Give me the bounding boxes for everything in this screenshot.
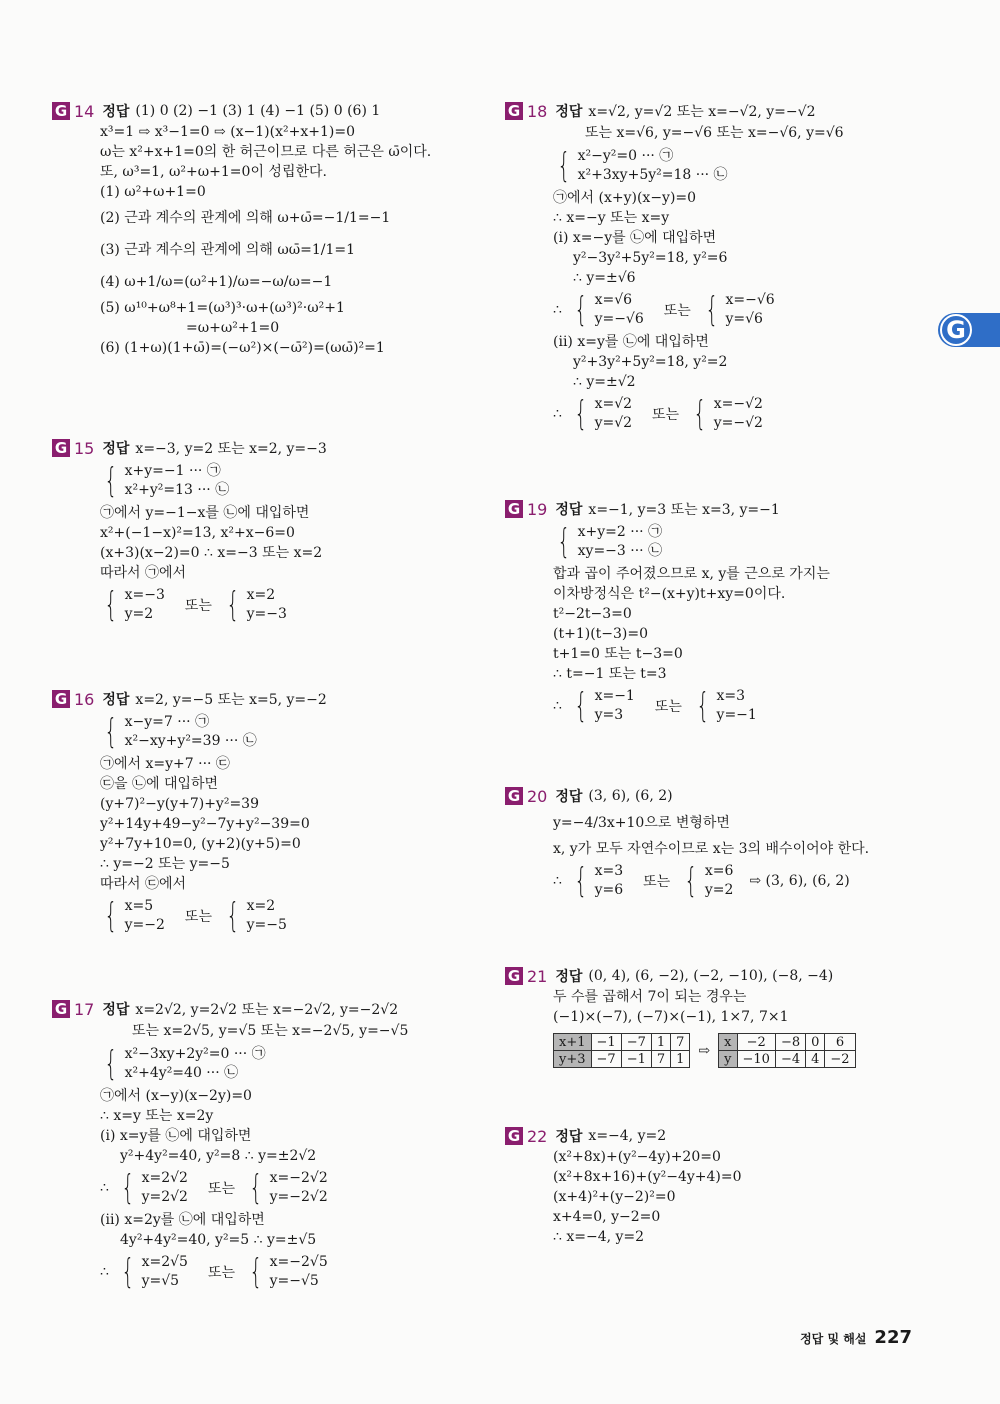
left-brace-icon: { [574,394,588,434]
answer-text: x=−3, y=2 또는 x=2, y=−3 [135,441,327,457]
table-cell: y+3 [554,1051,592,1068]
solution-line: ㉢을 ㉡에 대입하면 [100,776,219,792]
value-table [718,1033,855,1068]
brace-system [689,395,763,433]
brace-system [553,523,662,561]
system-equation: x²+4y²=40 ··· ㉡ [124,1065,239,1081]
system-equation: x²+y²=13 ··· ㉡ [124,482,230,498]
table-cell: −10 [737,1051,775,1068]
or-label: 또는 [643,874,671,890]
problem-header [505,1125,945,1147]
problem-header [505,785,945,807]
problem-number: 16 [74,689,95,709]
table-cell: 7 [671,1034,690,1051]
system-equation: x=2 [246,587,276,603]
therefore-symbol: ∴ [553,302,562,318]
table-row [719,1051,855,1068]
equation-system [553,520,945,564]
solution-line: ∴ y=±√2 [573,374,636,390]
system-rows [595,687,635,725]
answer-text-continued: 또는 x=2√5, y=√5 또는 x=−2√5, y=−√5 [132,1023,409,1039]
problem-16 [52,688,492,938]
solution-line: x, y가 모두 자연수이므로 x는 3의 배수이어야 한다. [553,841,870,857]
system-equation: y=2 [704,882,734,898]
solution-line: (t+1)(t−3)=0 [553,626,649,642]
problem-number: 22 [527,1126,548,1146]
brace-system [100,586,165,624]
system-equation: y=−√6 [594,311,644,327]
solution-line: (−1)×(−7), (−7)×(−1), 1×7, 7×1 [553,1009,789,1025]
table-cell: −7 [621,1034,651,1051]
solution-line: ω는 x²+x+1=0의 한 허근이므로 다른 허근은 ω̄이다. [100,144,432,160]
system-equation: x−y=7 ··· ㉠ [124,714,210,730]
system-equation: y=−2√2 [269,1189,328,1205]
solution-body [505,1147,945,1247]
solution-line: ∴ t=−1 또는 t=3 [553,666,667,682]
system-rows [270,1253,328,1291]
left-brace-icon: { [226,585,240,625]
solution-line: (1) ω²+ω+1=0 [100,184,206,200]
brace-system [570,395,632,433]
solution-line: (6) (1+ω)(1+ω̄)=(−ω²)×(−ω̄²)=(ωω̄)²=1 [100,340,385,356]
left-brace-icon: { [104,896,118,936]
system-equation: x=−2√2 [269,1170,328,1186]
left-brace-icon: { [121,1252,135,1292]
system-equation: y=√2 [594,415,633,431]
system-equation: x=−1 [594,688,635,704]
system-equation: y=√6 [725,311,763,327]
answer-label: 정답 [555,1129,583,1145]
solution-body [505,807,945,903]
solution-line: (2) 근과 계수의 관계에 의해 ω+ω̄=−1/1=−1 [100,210,391,226]
therefore-symbol: ∴ [553,698,562,714]
or-label: 또는 [184,598,212,614]
section-badge: G [505,787,523,805]
answer-label: 정답 [555,969,583,985]
brace-system [100,897,165,935]
solution-line: (i) x=y를 ㉡에 대입하면 [100,1128,252,1144]
section-badge: G [505,500,523,518]
answer-text: x=−1, y=3 또는 x=3, y=−1 [588,502,780,518]
answer-label: 정답 [555,789,583,805]
system-rows [142,1169,188,1207]
solution-line: 4y²+4y²=40, y²=5 ∴ y=±√5 [120,1232,317,1248]
answer-label: 정답 [102,1002,130,1018]
table-cell: −1 [591,1034,621,1051]
or-label: 또는 [207,1265,235,1281]
therefore-symbol: ∴ [100,1264,109,1280]
equation-system [100,1250,492,1294]
equation-system [553,288,945,332]
table-row [719,1034,855,1051]
equation-system [553,392,945,436]
solution-line: ㉠에서 (x+y)(x−y)=0 [553,190,697,206]
solution-line: y²+4y²=40, y²=8 ∴ y=±2√2 [120,1148,317,1164]
equation-system [100,459,492,503]
solution-line: ㉠에서 x=y+7 ··· ㉢ [100,756,230,772]
solution-line: (5) ω¹⁰+ω⁸+1=(ω³)³·ω+(ω³)²·ω²+1 [100,300,345,316]
system-equation: x=3 [594,863,624,879]
system-equation: x=−3 [124,587,165,603]
section-badge: G [505,1127,523,1145]
brace-system [680,862,733,900]
left-brace-icon: { [684,861,698,901]
equation-system [553,859,945,903]
left-brace-icon: { [121,1168,135,1208]
table-cell: −7 [591,1051,621,1068]
or-label: 또는 [663,303,691,319]
value-tables [553,1033,945,1068]
system-rows [125,462,230,500]
problem-number: 18 [527,101,548,121]
table-cell: 6 [825,1034,855,1051]
footer-section: 정답 및 해설 [800,1332,867,1346]
system-rows [142,1253,188,1291]
answer-text: (0, 4), (6, −2), (−2, −10), (−8, −4) [588,968,834,984]
answer-label: 정답 [102,441,130,457]
system-equation: x=√6 [594,292,633,308]
system-equation: y=−3 [246,606,287,622]
or-label: 또는 [184,909,212,925]
brace-system [701,291,775,329]
system-equation: y=−√2 [713,415,763,431]
problem-18 [505,100,945,436]
problem-header [52,100,492,122]
table-cell: y [719,1051,737,1068]
brace-system [222,897,287,935]
left-brace-icon: { [574,290,588,330]
brace-system [692,687,757,725]
system-rows [247,586,287,624]
system-rows [717,687,757,725]
system-equation: y=−2 [124,917,165,933]
solution-line: (x²+8x)+(y²−4y)+20=0 [553,1149,721,1165]
equation-system [553,684,945,728]
table-cell: −8 [775,1034,805,1051]
therefore-symbol: ∴ [553,873,562,889]
system-equation: y=−√5 [269,1273,319,1289]
equation-system [100,894,492,938]
solution-body [52,710,492,938]
problem-21 [505,965,945,1074]
answer-text: (3, 6), (6, 2) [588,788,673,804]
system-equation: x+y=2 ··· ㉠ [577,524,663,540]
left-brace-icon: { [226,896,240,936]
problem-header [52,688,492,710]
problem-number: 17 [74,999,95,1019]
table-cell: x [719,1034,737,1051]
result-text: ⇨ (3, 6), (6, 2) [749,873,850,889]
solution-line: x+4=0, y−2=0 [553,1209,661,1225]
problem-19 [505,498,945,728]
problem-header [505,498,945,520]
solution-line: ∴ x=−y 또는 x=y [553,210,670,226]
system-rows [578,147,728,185]
or-label: 또는 [652,407,680,423]
section-badge: G [505,967,523,985]
table-cell: 1 [651,1034,670,1051]
system-rows [595,291,644,329]
table-row [554,1034,690,1051]
system-equation: x=2√2 [141,1170,188,1186]
answer-text: (1) 0 (2) −1 (3) 1 (4) −1 (5) 0 (6) 1 [135,103,381,119]
system-rows [725,291,774,329]
system-equation: y=−1 [716,707,757,723]
arrow-icon: ⇨ [698,1042,711,1059]
left-brace-icon: { [104,1044,118,1084]
answer-label: 정답 [555,502,583,518]
table-cell: 4 [806,1051,825,1068]
left-brace-icon: { [249,1168,263,1208]
equation-system [100,1166,492,1210]
system-rows [705,862,734,900]
brace-system [100,462,229,500]
problem-header [52,437,492,459]
answer-label: 정답 [102,104,130,120]
solution-line: 따라서 ㉠에서 [100,565,187,581]
system-equation: y=2 [124,606,154,622]
problem-14 [52,100,492,358]
solution-line: y=−4/3x+10으로 변형하면 [553,815,730,831]
system-equation: x=3 [716,688,746,704]
solution-line: t+1=0 또는 t−3=0 [553,646,683,662]
system-equation: x+y=−1 ··· ㉠ [124,463,221,479]
page-number: 227 [874,1327,912,1348]
brace-system [570,687,635,725]
problem-header [505,965,945,987]
section-badge: G [52,439,70,457]
solution-line: 합과 곱이 주어졌으므로 x, y를 근으로 가지는 [553,566,830,582]
brace-system [100,713,257,751]
system-rows [125,713,257,751]
system-equation: x=2√5 [141,1254,188,1270]
solution-line: t²−2t−3=0 [553,606,632,622]
table-cell: 7 [651,1051,670,1068]
solution-line: 따라서 ㉢에서 [100,876,187,892]
solution-line: (ii) x=2y를 ㉡에 대입하면 [100,1212,265,1228]
system-equation: x=−√6 [725,292,775,308]
brace-system [222,586,287,624]
solution-line: (3) 근과 계수의 관계에 의해 ωω̄=1/1=1 [100,242,356,258]
system-equation: x=−√2 [713,396,763,412]
brace-system [245,1169,328,1207]
left-brace-icon: { [705,290,719,330]
system-rows [125,1045,266,1083]
therefore-symbol: ∴ [553,406,562,422]
solution-line: (x+3)(x−2)=0 ∴ x=−3 또는 x=2 [100,545,323,561]
answer-text-continued: 또는 x=√6, y=−√6 또는 x=−√6, y=√6 [585,125,844,141]
solution-line: x²+(−1−x)²=13, x²+x−6=0 [100,525,295,541]
problem-20 [505,785,945,903]
brace-system [245,1253,328,1291]
system-equation: x²+3xy+5y²=18 ··· ㉡ [577,167,728,183]
system-rows [125,586,165,624]
section-badge: G [52,1000,70,1018]
solution-line: x³=1 ⇨ x³−1=0 ⇨ (x−1)(x²+x+1)=0 [100,124,355,140]
table-cell: x+1 [554,1034,592,1051]
left-brace-icon: { [249,1252,263,1292]
or-label: 또는 [654,699,682,715]
system-rows [714,395,763,433]
system-equation: x=6 [704,863,734,879]
or-label: 또는 [207,1181,235,1197]
table-cell: −1 [621,1051,651,1068]
solution-line: ∴ x=−4, y=2 [553,1229,645,1245]
left-brace-icon: { [696,686,710,726]
system-equation: y=6 [594,882,624,898]
brace-system [570,291,644,329]
brace-system [570,862,623,900]
solution-line: (4) ω+1/ω=(ω²+1)/ω=−ω/ω=−1 [100,274,333,290]
table-row [554,1051,690,1068]
answer-label: 정답 [555,104,583,120]
system-rows [125,897,165,935]
system-equation: y=√5 [141,1273,180,1289]
answer-text: x=−4, y=2 [588,1128,667,1144]
left-brace-icon: { [104,585,118,625]
solution-line: 두 수를 곱해서 7이 되는 경우는 [553,989,747,1005]
problem-22 [505,1125,945,1247]
brace-system [553,147,728,185]
system-equation: x²−3xy+2y²=0 ··· ㉠ [124,1046,266,1062]
problem-header [505,100,945,122]
solution-body [505,987,945,1068]
problem-17 [52,998,492,1294]
brace-system [117,1253,188,1291]
solution-line: (ii) x=y를 ㉡에 대입하면 [553,334,709,350]
answer-text: x=2, y=−5 또는 x=5, y=−2 [135,692,327,708]
solution-line: (x²+8x+16)+(y²−4y+4)=0 [553,1169,742,1185]
table-cell: −2 [737,1034,775,1051]
answer-label: 정답 [102,692,130,708]
solution-body [505,520,945,728]
solution-line: y²+14y+49−y²−7y+y²−39=0 [100,816,310,832]
table-cell: 0 [806,1034,825,1051]
problem-number: 14 [74,101,95,121]
system-equation: x=√2 [594,396,633,412]
solution-line: 이차방정식은 t²−(x+y)t+xy=0이다. [553,586,786,602]
system-equation: x²−xy+y²=39 ··· ㉡ [124,733,257,749]
solution-line: =ω+ω²+1=0 [186,320,280,336]
chapter-tab-label: G [940,314,972,346]
page-footer [800,1327,912,1348]
equation-system [100,710,492,754]
solution-line: ∴ x=y 또는 x=2y [100,1108,214,1124]
system-rows [578,523,662,561]
problem-number: 20 [527,786,548,806]
solution-line: y²−3y²+5y²=18, y²=6 [573,250,728,266]
table-cell: −4 [775,1051,805,1068]
system-rows [247,897,287,935]
value-table [553,1033,690,1068]
problem-number: 21 [527,966,548,986]
system-equation: y=2√2 [141,1189,188,1205]
system-equation: x=−2√5 [269,1254,328,1270]
equation-system [100,1042,492,1086]
system-rows [595,862,624,900]
problem-number: 15 [74,438,95,458]
table-cell: −2 [825,1051,855,1068]
solution-line: y²+7y+10=0, (y+2)(y+5)=0 [100,836,301,852]
left-brace-icon: { [574,861,588,901]
system-equation: x²−y²=0 ··· ㉠ [577,148,674,164]
answer-text: x=√2, y=√2 또는 x=−√2, y=−√2 [588,104,816,120]
system-equation: y=−5 [246,917,287,933]
system-rows [270,1169,328,1207]
left-brace-icon: { [557,522,571,562]
system-equation: x=5 [124,898,154,914]
solution-body [52,459,492,627]
solution-body [52,122,492,358]
system-equation: xy=−3 ··· ㉡ [577,543,663,559]
system-equation: x=2 [246,898,276,914]
problem-number: 19 [527,499,548,519]
problem-15 [52,437,492,627]
chapter-tab[interactable] [938,313,1000,347]
left-brace-icon: { [104,712,118,752]
section-badge: G [52,102,70,120]
solution-line: ㉠에서 (x−y)(x−2y)=0 [100,1088,252,1104]
system-rows [595,395,632,433]
equation-system [100,583,492,627]
solution-line: (x+4)²+(y−2)²=0 [553,1189,676,1205]
solution-line: (y+7)²−y(y+7)+y²=39 [100,796,259,812]
brace-system [117,1169,188,1207]
left-brace-icon: { [574,686,588,726]
solution-line: ㉠에서 y=−1−x를 ㉡에 대입하면 [100,505,310,521]
solution-body [52,1042,492,1294]
solution-body [505,144,945,436]
problem-header [52,998,492,1020]
solution-line: ∴ y=−2 또는 y=−5 [100,856,230,872]
equation-system [553,144,945,188]
solution-line: (i) x=−y를 ㉡에 대입하면 [553,230,717,246]
solution-line: 또, ω³=1, ω²+ω+1=0이 성립한다. [100,164,327,180]
left-brace-icon: { [104,461,118,501]
section-badge: G [505,102,523,120]
brace-system [100,1045,266,1083]
left-brace-icon: { [557,146,571,186]
solution-line: y²+3y²+5y²=18, y²=2 [573,354,728,370]
therefore-symbol: ∴ [100,1180,109,1196]
table-cell: 1 [671,1051,690,1068]
system-equation: y=3 [594,707,624,723]
section-badge: G [52,690,70,708]
solution-line: ∴ y=±√6 [573,270,636,286]
answer-text: x=2√2, y=2√2 또는 x=−2√2, y=−2√2 [135,1002,399,1018]
left-brace-icon: { [693,394,707,434]
